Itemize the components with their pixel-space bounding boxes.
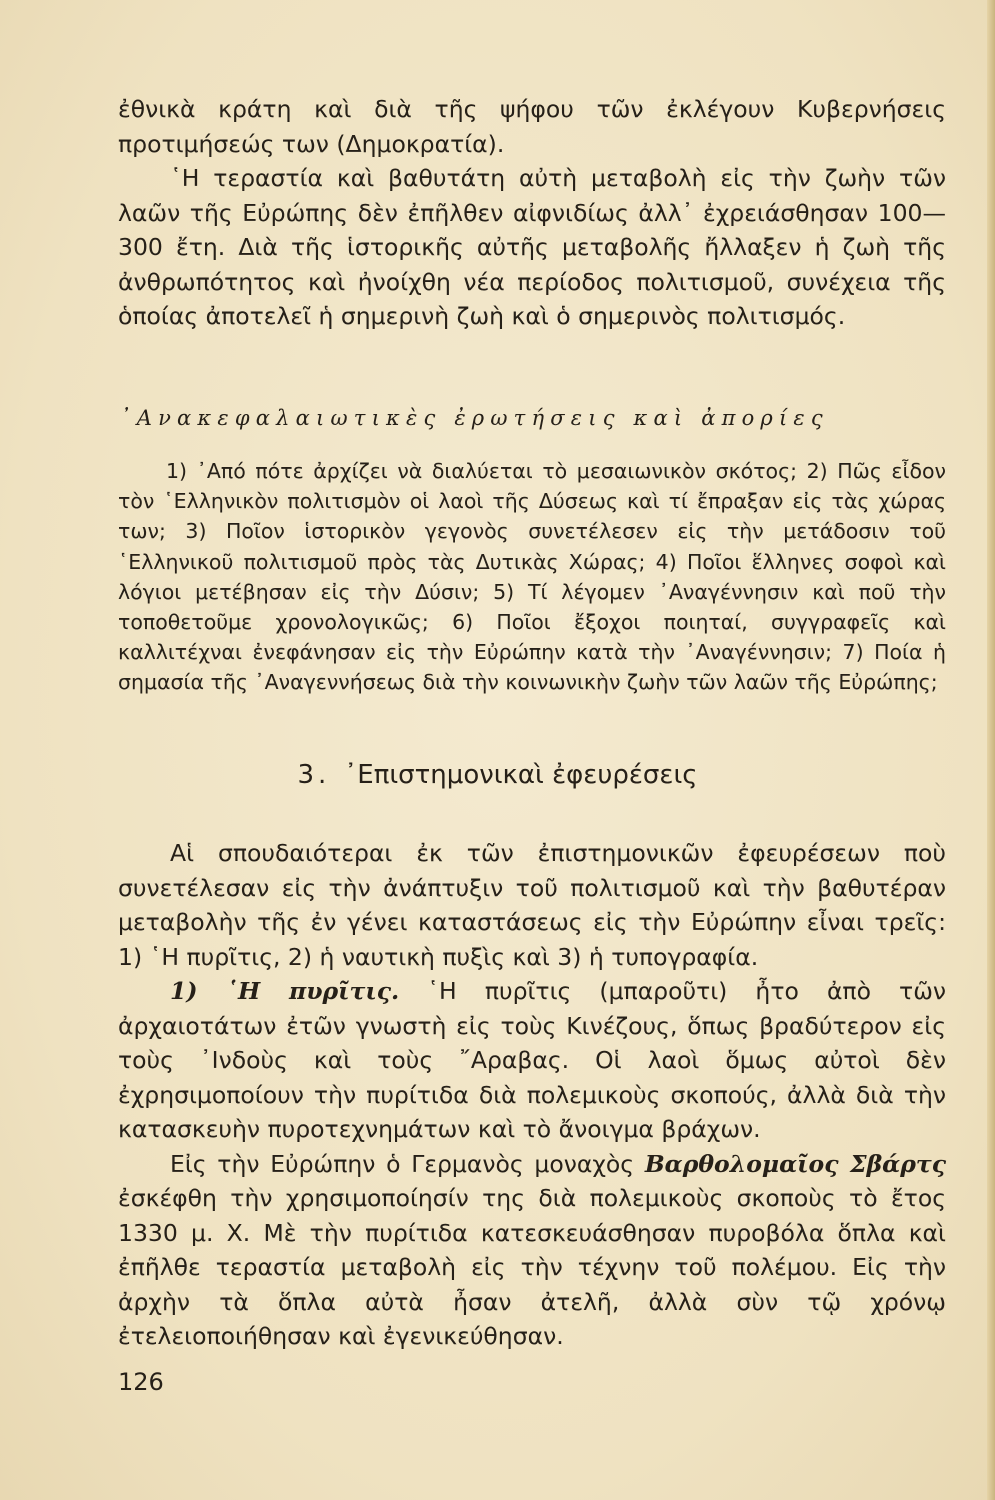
paragraph-schwarz	[118, 1147, 946, 1354]
review-heading: ᾿Ανακεφαλαιωτικὲς ἐρωτήσεις καὶ ἀπορίες	[120, 406, 829, 430]
section-title	[0, 760, 995, 790]
gunpowder-label: 1) ῾Η πυρῖτις.	[170, 977, 400, 1005]
page-number: 126	[118, 1368, 164, 1396]
section-title-text: ᾿Επιστημονικαὶ ἐφευρέσεις	[344, 760, 698, 790]
review-questions	[118, 456, 946, 698]
schwarz-text-after: ἐσκέφθη τὴν χρησιμοποίησίν της διὰ πολεμικοὺς σκοποὺς τὸ ἔτος 1330 μ. Χ. Μὲ τὴν πυρίτιδα κατεσκευάσθησαν πυροβόλα ὅπλα καὶ ἐπῆλθε τεραστία μεταβολὴ εἰς τὴν τέχνην τοῦ πολέμου. Εἰς τὴν ἀρχὴν τὰ ὅπλα αὐτὰ ἦσαν ἀτελῆ, ἀλλὰ σὺν τῷ χρόνῳ ἐτελειοποιήθησαν καὶ ἐγενικεύθησαν.	[118, 1184, 946, 1350]
section-body	[118, 836, 946, 1354]
questions-text: 1) ᾿Από πότε ἀρχίζει νὰ διαλύεται τὸ μεσαιωνικὸν σκότος; 2) Πῶς εἶδον τὸν ῾Ελληνικὸν πολιτισμὸν οἱ λαοὶ τῆς Δύσεως καὶ τί ἔπραξαν εἰς τὰς χώρας των; 3) Ποῖον ἱστορικὸν γεγονὸς συνετέλεσεν εἰς τὴν μετάδοσιν τοῦ ῾Ελληνικοῦ πολιτισμοῦ πρὸς τὰς Δυτικὰς Χώρας; 4) Ποῖοι ἕλληνες σοφοὶ καὶ λόγιοι μετέβησαν εἰς τὴν Δύσιν; 5) Τί λέγομεν ᾿Αναγέννησιν καὶ ποῦ τὴν τοποθετοῦμε χρονολογικῶς; 6) Ποῖοι ἔξοχοι ποιηταί, συγγραφεῖς καὶ καλλιτέχναι ἐνεφάνησαν εἰς τὴν Εὐρώπην κατὰ τὴν ᾿Αναγέννησιν; 7) Ποία ἡ σημασία τῆς ᾿Αναγεννήσεως διὰ τὴν κοινωνικὴν ζωὴν τῶν λαῶν τῆς Εὐρώπης;	[118, 459, 946, 695]
schwarz-text-before: Εἰς τὴν Εὐρώπην ὁ Γερμανὸς μοναχὸς	[170, 1149, 645, 1178]
paragraph-gunpowder	[118, 974, 946, 1147]
paragraph-change: ῾Η τεραστία καὶ βαθυτάτη αὐτὴ μεταβολὴ εἰς τὴν ζωὴν τῶν λαῶν τῆς Εὐρώπης δὲν ἐπῆλθεν αἰφνιδίως ἀλλ᾽ ἐχρειάσθησαν 100—300 ἔτη. Διὰ τῆς ἱστορικῆς αὐτῆς μεταβολῆς ἤλλαξεν ἡ ζωὴ τῆς ἀνθρωπότητος καὶ ἠνοίχθη νέα περίοδος πολιτισμοῦ, συνέχεια τῆς ὁποίας ἀποτελεῖ ἡ σημερινὴ ζωὴ καὶ ὁ σημερινὸς πολιτισμός.	[118, 164, 946, 330]
section-number: 3.	[297, 760, 331, 790]
gunpowder-text: ῾Η πυρῖτις (μπαροῦτι) ἦτο ἀπὸ τῶν ἀρχαιοτάτων ἐτῶν γνωστὴ εἰς τοὺς Κινέζους, ὅπως βραδύτερον εἰς τοὺς ᾿Ινδοὺς καὶ τοὺς ῎Αραβας. Οἱ λαοὶ ὅμως αὐτοὶ δὲν ἐχρησιμοποίουν τὴν πυρίτιδα διὰ πολεμικοὺς σκοπούς, ἀλλὰ διὰ τὴν κατασκευὴν πυροτεχνημάτων καὶ τὸ ἄνοιγμα βράχων.	[118, 977, 947, 1143]
schwarz-name: Βαρθολομαῖος Σβάρτς	[644, 1149, 947, 1178]
opening-text	[118, 92, 946, 334]
page-edge	[987, 0, 995, 1500]
paragraph-intro: Αἱ σπουδαιότεραι ἐκ τῶν ἐπιστημονικῶν ἐφευρέσεων ποὺ συνετέλεσαν εἰς τὴν ἀνάπτυξιν τοῦ πολιτισμοῦ καὶ τὴν βαθυτέραν μεταβολὴν τῆς ἐν γένει καταστάσεως εἰς τὴν Εὐρώπην εἶναι τρεῖς: 1) ῾Η πυρῖτις, 2) ἡ ναυτικὴ πυξὶς καὶ 3) ἡ τυπογραφία.	[118, 839, 946, 971]
paragraph-continuation: ἐθνικὰ κράτη καὶ διὰ τῆς ψήφου τῶν ἐκλέγουν Κυβερνήσεις προτιμήσεώς των (Δημοκρατία).	[118, 95, 946, 158]
